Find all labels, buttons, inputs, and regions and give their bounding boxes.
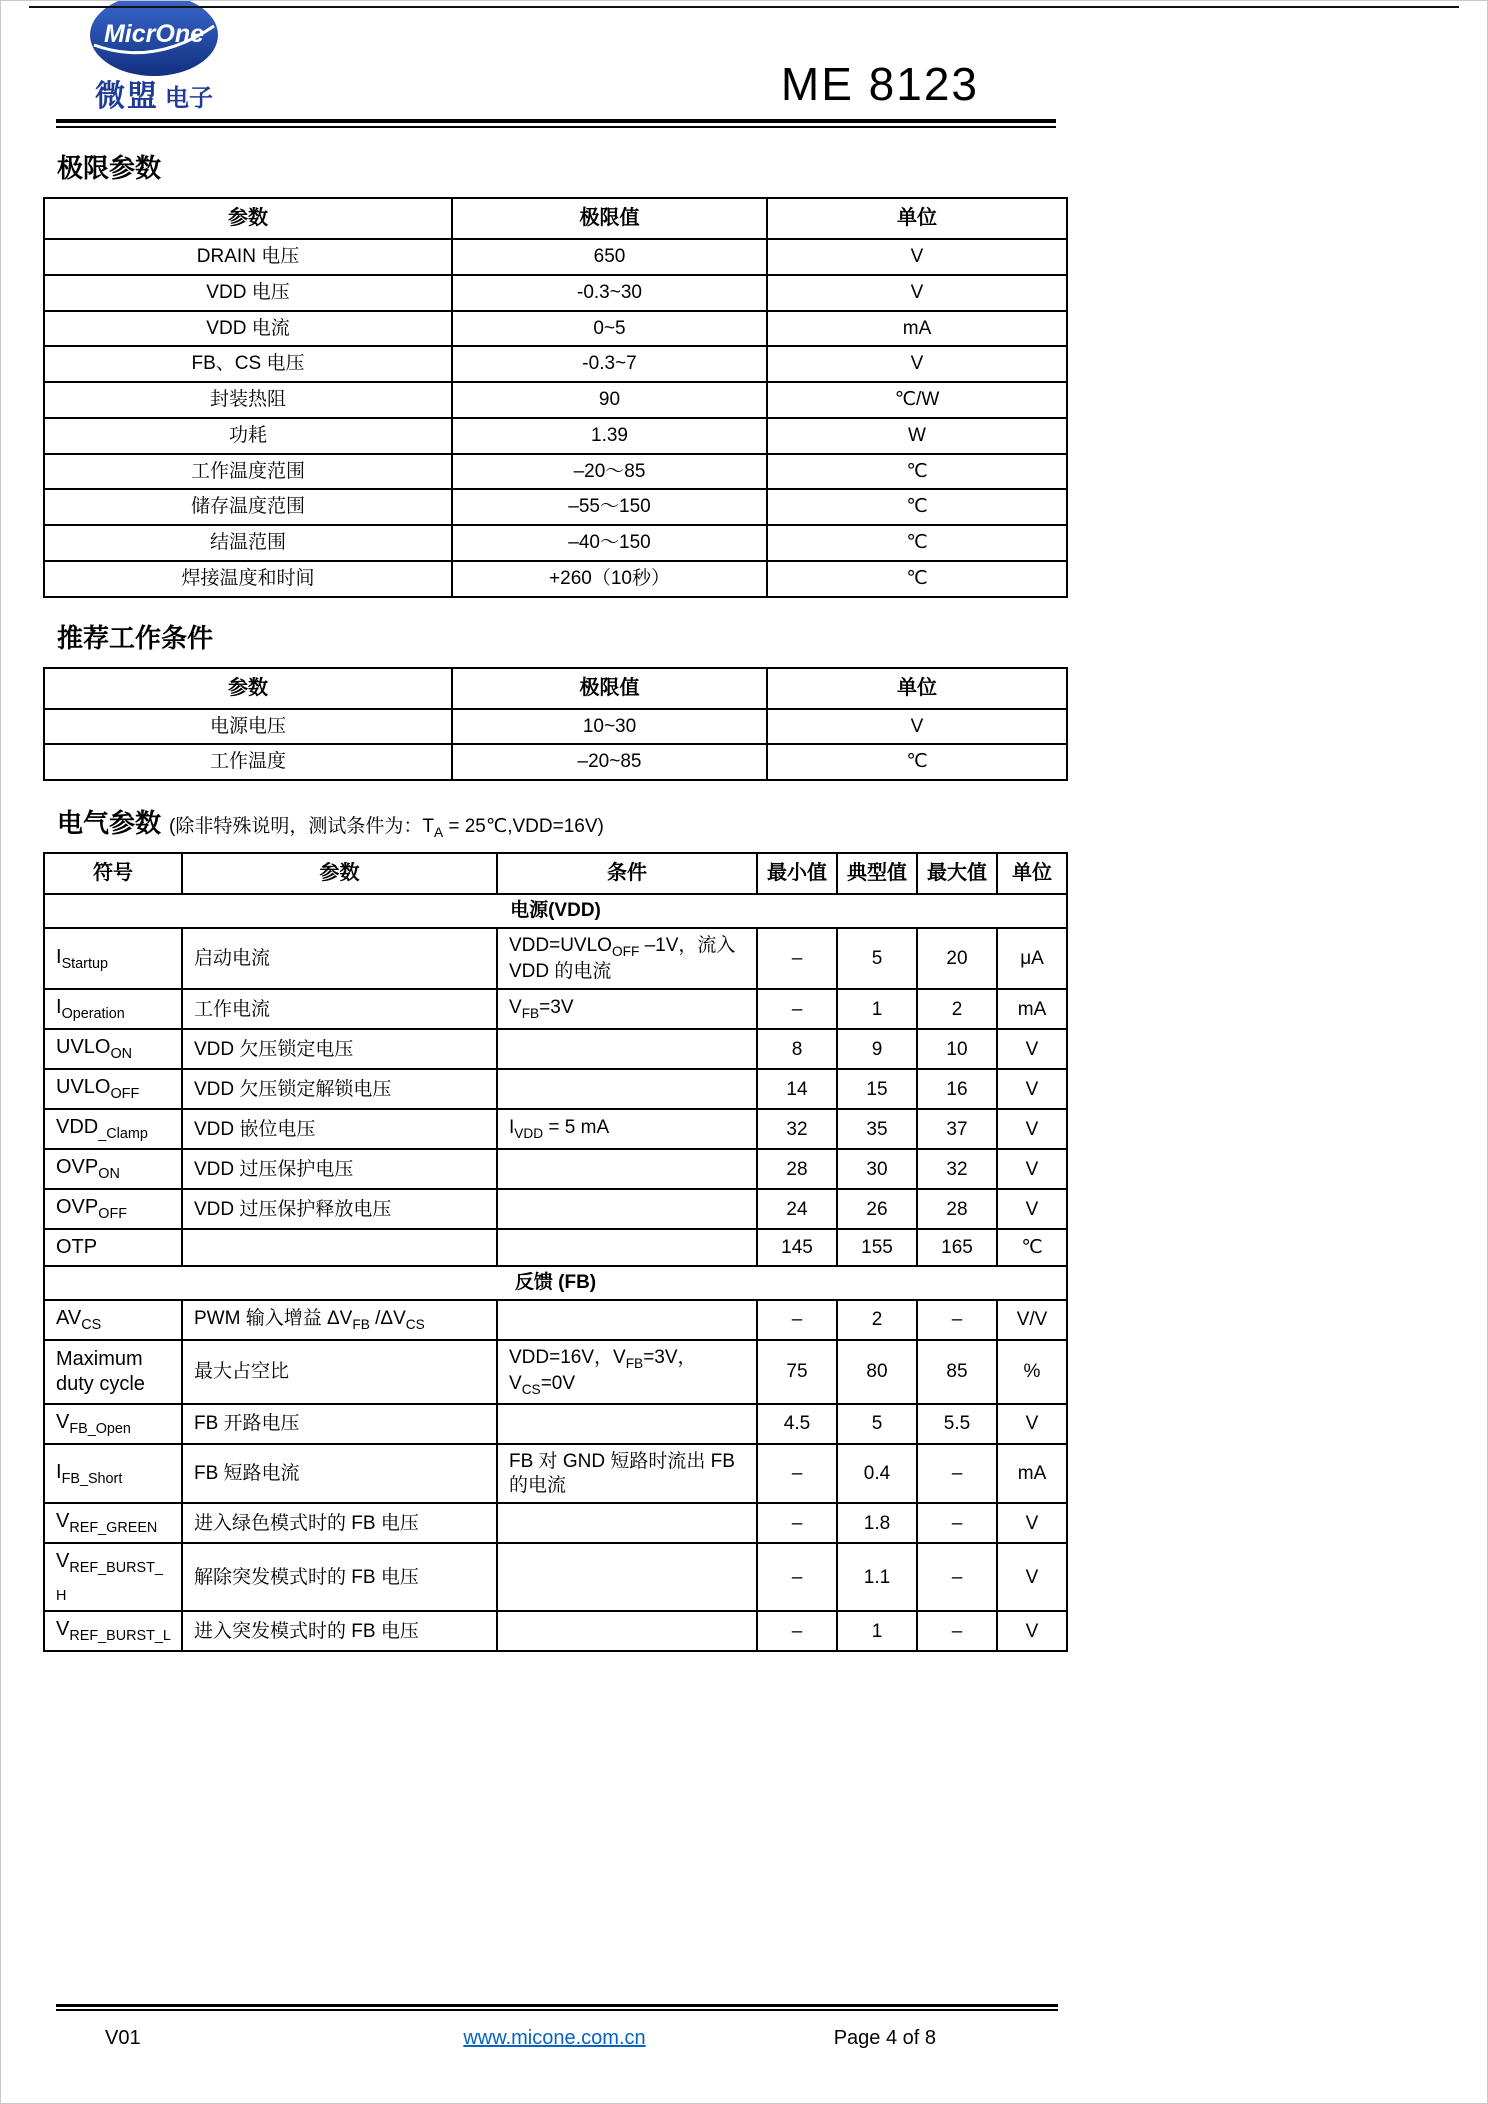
page-number: Page 4 of 8	[833, 2027, 936, 2049]
cell-min: 8	[757, 1029, 837, 1069]
table-cell: 0~5	[452, 311, 767, 347]
cell-typ: 1.1	[837, 1543, 917, 1611]
section-title-limits: 极限参数	[57, 153, 162, 183]
part-number: ME 8123	[780, 58, 979, 110]
cell-max: 10	[917, 1029, 997, 1069]
cell-min: –	[757, 1444, 837, 1504]
column-header: 条件	[497, 853, 757, 894]
cell-param: PWM 输入增益 $\Delta V_{FB}$ $/\Delta V_{CS}$	[182, 1300, 497, 1340]
cell-symbol: OTP	[44, 1229, 182, 1266]
cell-param: VDD 过压保护释放电压	[182, 1189, 497, 1229]
cell-min: 75	[757, 1340, 837, 1404]
cell-symbol: $UVLO_{ON}$	[44, 1029, 182, 1069]
electrical-section-heading	[57, 803, 1064, 840]
table-cell: 功耗	[44, 418, 452, 454]
footer-rule	[56, 2004, 1058, 2011]
cell-unit: mA	[997, 1444, 1067, 1504]
cell-max: –	[917, 1611, 997, 1651]
table-row	[44, 346, 1067, 382]
cell-cond	[497, 1503, 757, 1543]
recommended-table	[43, 667, 1068, 782]
spec-row	[44, 1611, 1067, 1651]
column-header: 参数	[44, 668, 452, 709]
table-cell: –20~85	[452, 744, 767, 780]
cell-symbol: $I_{Startup}$	[44, 928, 182, 990]
column-header: 极限值	[452, 198, 767, 239]
cell-symbol: $AV_{CS}$	[44, 1300, 182, 1340]
header-rule	[56, 119, 1056, 128]
cell-param: 工作电流	[182, 989, 497, 1029]
cell-min: –	[757, 1611, 837, 1651]
spec-row	[44, 1149, 1067, 1189]
cell-symbol: $V_{REF\_BURST\_L}$	[44, 1611, 182, 1651]
cell-typ: 5	[837, 1404, 917, 1444]
cell-min: 4.5	[757, 1404, 837, 1444]
cell-typ: 0.4	[837, 1444, 917, 1504]
table-cell: 10~30	[452, 709, 767, 745]
spec-row	[44, 1543, 1067, 1611]
column-header: 参数	[44, 198, 452, 239]
cell-max: 85	[917, 1340, 997, 1404]
table-cell: VDD 电压	[44, 275, 452, 311]
spec-row	[44, 1503, 1067, 1543]
cell-symbol: $V_{REF\_GREEN}$	[44, 1503, 182, 1543]
cell-unit: V	[997, 1109, 1067, 1149]
cell-symbol: $VDD_{\_Clamp}$	[44, 1109, 182, 1149]
doc-version: V01	[105, 2027, 141, 2049]
cell-param: VDD 欠压锁定电压	[182, 1029, 497, 1069]
cell-max: 165	[917, 1229, 997, 1266]
cell-symbol: $I_{FB\_Short}$	[44, 1444, 182, 1504]
cell-cond: $I_{VDD} = 5$ mA	[497, 1109, 757, 1149]
table-cell: +260（10秒）	[452, 561, 767, 597]
spec-row	[44, 1069, 1067, 1109]
cell-min: 28	[757, 1149, 837, 1189]
cell-typ: 15	[837, 1069, 917, 1109]
table-cell: ℃	[767, 525, 1067, 561]
table-cell: ℃/W	[767, 382, 1067, 418]
cell-typ: 26	[837, 1189, 917, 1229]
table-cell: 650	[452, 239, 767, 275]
table-row	[44, 709, 1067, 745]
cell-max: –	[917, 1543, 997, 1611]
cell-max: –	[917, 1300, 997, 1340]
cell-param: FB 开路电压	[182, 1404, 497, 1444]
cell-symbol: Maximum duty cycle	[44, 1340, 182, 1404]
table-header-row	[44, 198, 1067, 239]
cell-cond	[497, 1300, 757, 1340]
cell-typ: 1	[837, 989, 917, 1029]
cell-max: 16	[917, 1069, 997, 1109]
cell-symbol: $UVLO_{OFF}$	[44, 1069, 182, 1109]
section-title-electrical: 电气参数	[57, 808, 162, 838]
cell-unit: V	[997, 1069, 1067, 1109]
spec-row	[44, 1029, 1067, 1069]
table-cell: –55～150	[452, 489, 767, 525]
table-row	[44, 275, 1067, 311]
limits-table	[43, 197, 1068, 598]
cell-unit: V/V	[997, 1300, 1067, 1340]
test-conditions-note: (除非特殊说明，测试条件为：$T_A$ = 25℃,VDD=16V)	[169, 816, 604, 840]
website-link[interactable]: www.micone.com.cn	[463, 2027, 646, 2049]
table-cell: 工作温度	[44, 744, 452, 780]
logo-brand-text: MicrOne	[103, 20, 205, 48]
cell-symbol: $OVP_{ON}$	[44, 1149, 182, 1189]
column-header: 最大值	[917, 853, 997, 894]
cell-param: 最大占空比	[182, 1340, 497, 1404]
logo-cn-bold: 微盟	[95, 80, 159, 113]
table-cell: ℃	[767, 744, 1067, 780]
cell-typ: 35	[837, 1109, 917, 1149]
table-row	[44, 454, 1067, 490]
table-cell: V	[767, 346, 1067, 382]
spec-row	[44, 1109, 1067, 1149]
table-cell: DRAIN 电压	[44, 239, 452, 275]
spec-row	[44, 1404, 1067, 1444]
spec-row	[44, 1300, 1067, 1340]
cell-max: 32	[917, 1149, 997, 1189]
cell-param: 启动电流	[182, 928, 497, 990]
cell-min: –	[757, 1300, 837, 1340]
cell-cond: FB 对 GND 短路时流出 FB 的电流	[497, 1444, 757, 1504]
microne-logo	[87, 0, 221, 115]
cell-cond	[497, 1229, 757, 1266]
cell-unit: mA	[997, 989, 1067, 1029]
column-header: 参数	[182, 853, 497, 894]
cell-max: 5.5	[917, 1404, 997, 1444]
spec-row	[44, 1340, 1067, 1404]
table-group-row	[44, 1266, 1067, 1300]
cell-typ: 1	[837, 1611, 917, 1651]
cell-cond	[497, 1611, 757, 1651]
cell-min: –	[757, 989, 837, 1029]
table-cell: 1.39	[452, 418, 767, 454]
column-header: 典型值	[837, 853, 917, 894]
cell-unit: ℃	[997, 1229, 1067, 1266]
cell-min: 24	[757, 1189, 837, 1229]
cell-unit: V	[997, 1029, 1067, 1069]
cell-typ: 1.8	[837, 1503, 917, 1543]
table-row	[44, 311, 1067, 347]
page-footer	[43, 2004, 1066, 2057]
spec-row	[44, 928, 1067, 990]
cell-param	[182, 1229, 497, 1266]
cell-unit: %	[997, 1340, 1067, 1404]
table-cell: 结温范围	[44, 525, 452, 561]
spec-row	[44, 1189, 1067, 1229]
cell-param: 进入突发模式时的 FB 电压	[182, 1611, 497, 1651]
cell-typ: 80	[837, 1340, 917, 1404]
table-cell: 90	[452, 382, 767, 418]
table-cell: ℃	[767, 454, 1067, 490]
cell-min: –	[757, 1543, 837, 1611]
table-cell: V	[767, 239, 1067, 275]
table-cell: FB、CS 电压	[44, 346, 452, 382]
column-header: 单位	[767, 198, 1067, 239]
column-header: 极限值	[452, 668, 767, 709]
cell-symbol: $I_{Operation}$	[44, 989, 182, 1029]
electrical-table	[43, 852, 1068, 1652]
table-cell: mA	[767, 311, 1067, 347]
table-cell: –20～85	[452, 454, 767, 490]
cell-cond	[497, 1069, 757, 1109]
cell-max: 28	[917, 1189, 997, 1229]
cell-min: 14	[757, 1069, 837, 1109]
logo-chinese-name	[95, 71, 213, 115]
table-header-row	[44, 668, 1067, 709]
footer-row	[43, 2027, 1066, 2057]
table-row	[44, 489, 1067, 525]
cell-typ: 2	[837, 1300, 917, 1340]
cell-min: 145	[757, 1229, 837, 1266]
page-header	[43, 1, 1064, 119]
page-top-border	[29, 6, 1459, 8]
spec-row	[44, 989, 1067, 1029]
table-cell: ℃	[767, 561, 1067, 597]
cell-typ: 5	[837, 928, 917, 990]
column-header: 单位	[767, 668, 1067, 709]
cell-cond: $VDD=UVLO_{OFF}$ –1V，流入 VDD 的电流	[497, 928, 757, 990]
cell-cond	[497, 1189, 757, 1229]
cell-unit: V	[997, 1543, 1067, 1611]
cell-max: –	[917, 1503, 997, 1543]
cell-max: 20	[917, 928, 997, 990]
cell-symbol: $V_{FB\_Open}$	[44, 1404, 182, 1444]
table-cell: V	[767, 709, 1067, 745]
cell-cond: $V_{FB}=3V$	[497, 989, 757, 1029]
cell-typ: 155	[837, 1229, 917, 1266]
cell-min: 32	[757, 1109, 837, 1149]
table-cell: 储存温度范围	[44, 489, 452, 525]
table-cell: 焊接温度和时间	[44, 561, 452, 597]
cell-unit: V	[997, 1503, 1067, 1543]
table-group-row	[44, 894, 1067, 928]
cell-typ: 30	[837, 1149, 917, 1189]
cell-min: –	[757, 928, 837, 990]
table-cell: ℃	[767, 489, 1067, 525]
cell-cond	[497, 1149, 757, 1189]
spec-row	[44, 1229, 1067, 1266]
table-group-label: 电源(VDD)	[44, 894, 1067, 928]
table-cell: –40～150	[452, 525, 767, 561]
column-header: 符号	[44, 853, 182, 894]
page-content	[43, 1, 1064, 1652]
cell-symbol: $OVP_{OFF}$	[44, 1189, 182, 1229]
cell-cond	[497, 1029, 757, 1069]
cell-max: 2	[917, 989, 997, 1029]
cell-unit: V	[997, 1404, 1067, 1444]
cell-typ: 9	[837, 1029, 917, 1069]
cell-unit: μA	[997, 928, 1067, 990]
cell-param: VDD 嵌位电压	[182, 1109, 497, 1149]
table-cell: W	[767, 418, 1067, 454]
table-cell: 封装热阻	[44, 382, 452, 418]
cell-param: 进入绿色模式时的 FB 电压	[182, 1503, 497, 1543]
cell-max: –	[917, 1444, 997, 1504]
table-row	[44, 744, 1067, 780]
microne-logo-icon	[87, 0, 221, 79]
table-row	[44, 561, 1067, 597]
table-cell: -0.3~7	[452, 346, 767, 382]
table-header-row	[44, 853, 1067, 894]
table-row	[44, 525, 1067, 561]
table-row	[44, 239, 1067, 275]
logo-cn-light: 电子	[165, 85, 213, 112]
table-row	[44, 418, 1067, 454]
table-group-label: 反馈 (FB)	[44, 1266, 1067, 1300]
cell-unit: V	[997, 1149, 1067, 1189]
cell-cond	[497, 1404, 757, 1444]
cell-cond	[497, 1543, 757, 1611]
column-header: 最小值	[757, 853, 837, 894]
cell-param: VDD 过压保护电压	[182, 1149, 497, 1189]
cell-symbol: $V_{REF\_BURST\_H}$	[44, 1543, 182, 1611]
cell-cond: VDD=16V，$V_{FB}=3V$，$V_{CS}=0V$	[497, 1340, 757, 1404]
column-header: 单位	[997, 853, 1067, 894]
table-cell: -0.3~30	[452, 275, 767, 311]
table-cell: VDD 电流	[44, 311, 452, 347]
cell-param: FB 短路电流	[182, 1444, 497, 1504]
cell-unit: V	[997, 1189, 1067, 1229]
cell-max: 37	[917, 1109, 997, 1149]
cell-param: 解除突发模式时的 FB 电压	[182, 1543, 497, 1611]
table-cell: 工作温度范围	[44, 454, 452, 490]
section-title-recommended: 推荐工作条件	[57, 622, 214, 653]
table-cell: V	[767, 275, 1067, 311]
cell-unit: V	[997, 1611, 1067, 1651]
spec-row	[44, 1444, 1067, 1504]
cell-param: VDD 欠压锁定解锁电压	[182, 1069, 497, 1109]
table-cell: 电源电压	[44, 709, 452, 745]
cell-min: –	[757, 1503, 837, 1543]
table-row	[44, 382, 1067, 418]
